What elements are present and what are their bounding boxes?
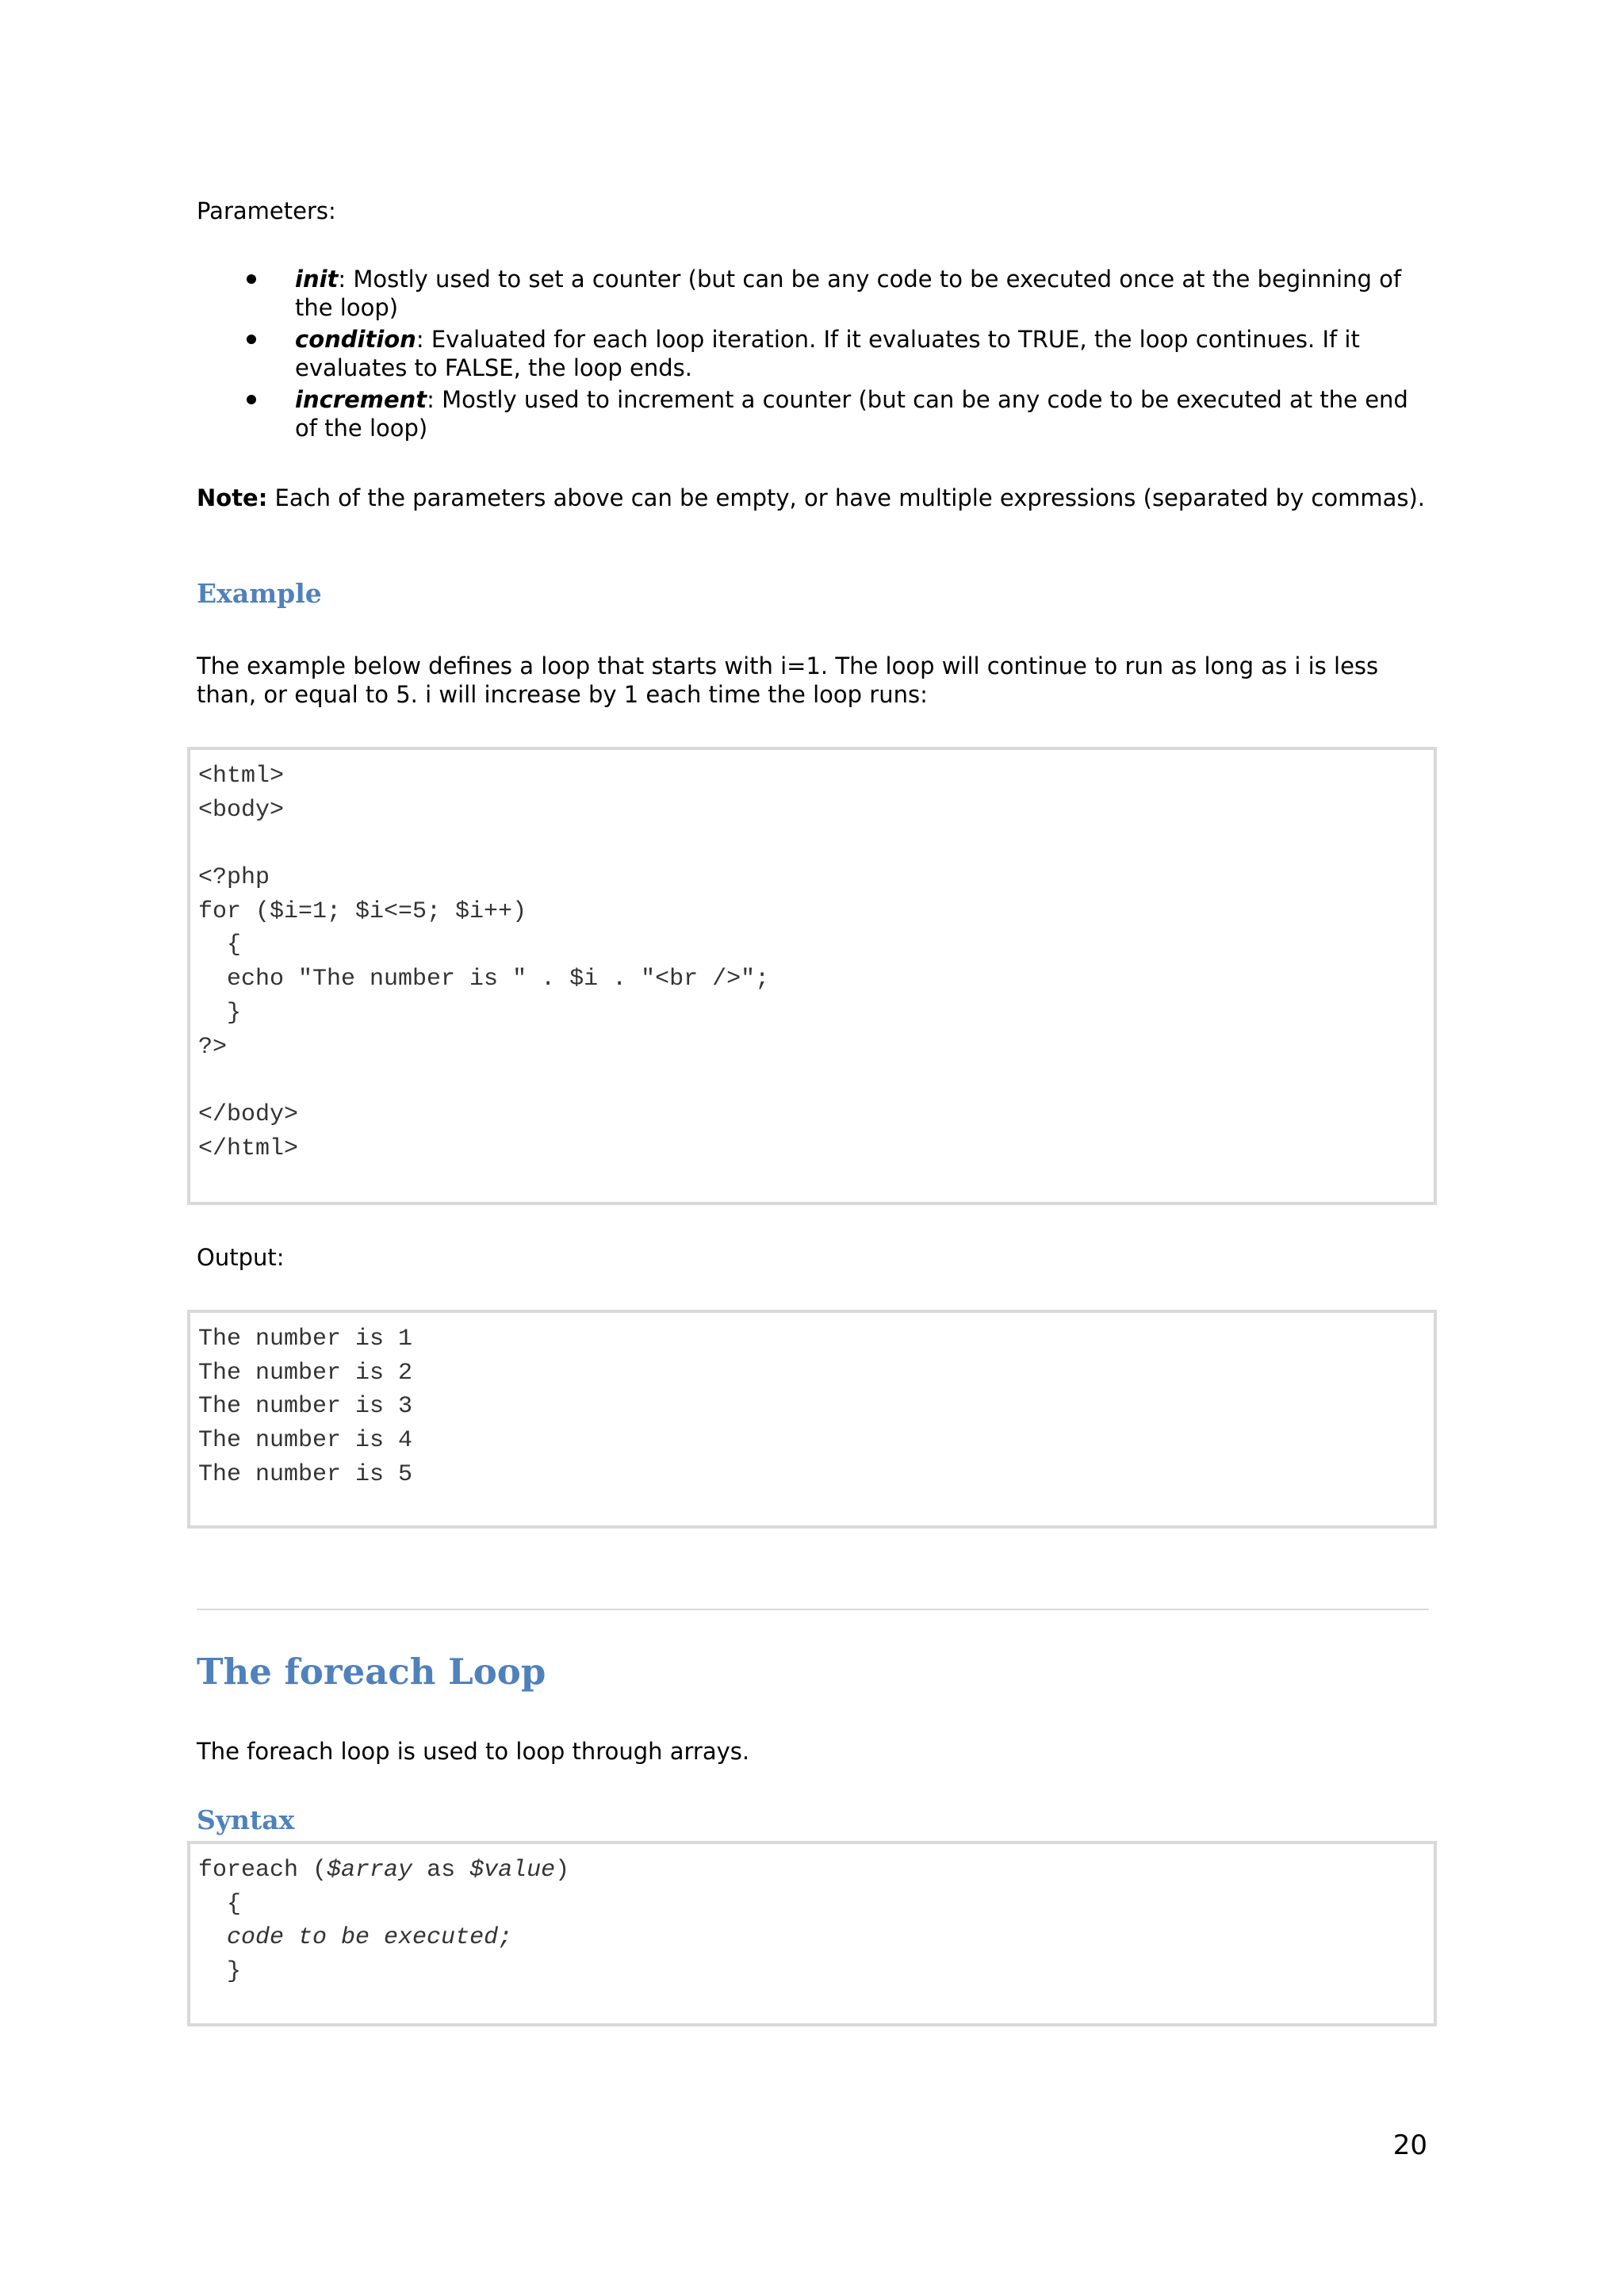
- foreach-description: The foreach loop is used to loop through arrays.: [197, 1738, 750, 1765]
- code-line: [198, 827, 1434, 861]
- code-variable: $value: [469, 1857, 556, 1884]
- example-code-block: [187, 747, 1437, 1205]
- bullet-icon: [247, 335, 256, 344]
- note-label: Note:: [197, 484, 268, 511]
- note-paragraph: [197, 484, 1434, 512]
- code-line: [198, 1921, 1434, 1955]
- output-label: Output:: [197, 1244, 285, 1271]
- code-line: echo "The number is " . $i . "<br />";: [198, 966, 770, 993]
- list-item: [197, 265, 1434, 322]
- parameters-label: Parameters:: [197, 197, 336, 224]
- code-line: </html>: [198, 1135, 299, 1162]
- code-line: [198, 1854, 1434, 1888]
- code-line: }: [198, 999, 242, 1027]
- code-keyword: as: [412, 1857, 470, 1884]
- code-punctuation: ): [555, 1857, 570, 1884]
- code-line: </body>: [198, 1100, 299, 1128]
- syntax-code-block: [187, 1841, 1437, 2026]
- section-divider: [197, 1609, 1429, 1610]
- code-line: for ($i=1; $i<=5; $i++): [198, 897, 527, 925]
- param-description: : Evaluated for each loop iteration. If it evaluates to TRUE, the loop continues. If it evaluates to FALSE, the loop ends.: [295, 326, 1360, 381]
- note-text: Each of the parameters above can be empty, or have multiple expressions (separated by commas).: [267, 484, 1425, 511]
- output-line: The number is 3: [198, 1393, 413, 1421]
- code-placeholder: code to be executed;: [227, 1924, 513, 1952]
- foreach-heading: The foreach Loop: [197, 1651, 546, 1693]
- code-line: <html>: [198, 763, 285, 790]
- code-line: [198, 1064, 1434, 1098]
- output-line: The number is 2: [198, 1359, 413, 1387]
- code-indent: [198, 1924, 227, 1951]
- code-line: {: [198, 932, 242, 959]
- code-line: <body>: [198, 796, 285, 824]
- output-line: The number is 4: [198, 1427, 413, 1455]
- code-line: ?>: [198, 1033, 228, 1061]
- list-item: [197, 385, 1434, 442]
- code-line: {: [198, 1890, 242, 1918]
- param-term: condition: [295, 326, 416, 353]
- example-description: The example below defines a loop that starts with i=1. The loop will continue to run as long as i is less than, or equal to 5. i will increase by 1 each time the loop runs:: [197, 652, 1379, 708]
- output-line: The number is 5: [198, 1460, 413, 1488]
- param-description: : Mostly used to increment a counter (but can be any code to be executed at the end of the loop): [295, 386, 1408, 442]
- list-item: [197, 325, 1434, 382]
- code-line: }: [198, 1958, 242, 1986]
- output-line: The number is 1: [198, 1326, 413, 1353]
- parameters-list: [197, 265, 1434, 446]
- param-term: increment: [295, 386, 427, 413]
- param-term: init: [295, 266, 339, 293]
- page-number: 20: [1392, 2130, 1427, 2161]
- bullet-icon: [247, 395, 256, 404]
- param-description: : Mostly used to set a counter (but can be any code to be executed once at the beginning of the loop): [295, 266, 1402, 321]
- syntax-heading: Syntax: [197, 1804, 295, 1835]
- output-block: [187, 1310, 1437, 1529]
- code-keyword: foreach (: [198, 1857, 327, 1884]
- code-line: <?php: [198, 864, 270, 892]
- example-heading: Example: [197, 578, 322, 609]
- code-variable: $array: [327, 1857, 413, 1884]
- bullet-icon: [247, 274, 256, 284]
